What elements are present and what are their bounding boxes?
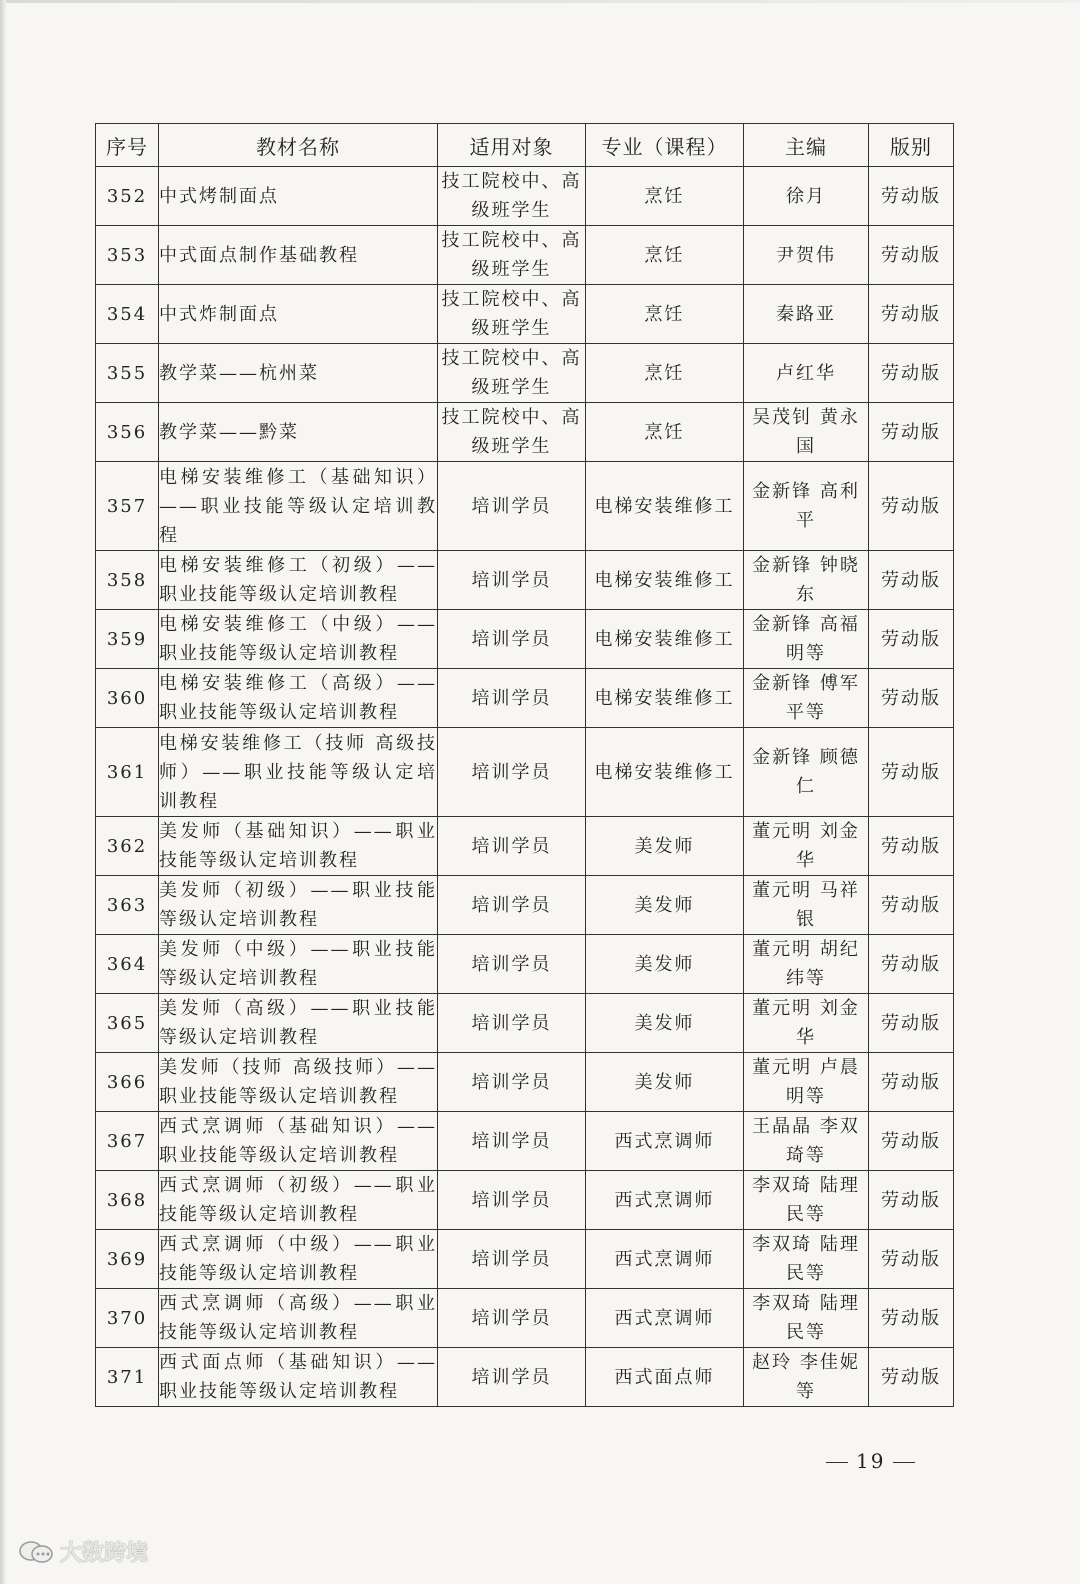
table-row (96, 728, 954, 817)
table-row (96, 1112, 954, 1171)
cell-num: 370 (96, 1289, 159, 1348)
header-target: 适用对象 (438, 124, 586, 167)
cell-num: 356 (96, 403, 159, 462)
cell-num: 358 (96, 551, 159, 610)
cell-name: 西式烹调师（初级）——职业技能等级认定培训教程 (159, 1171, 438, 1230)
cell-name: 美发师（技师 高级技师）——职业技能等级认定培训教程 (159, 1053, 438, 1112)
table-row (96, 1348, 954, 1407)
cell-major: 西式烹调师 (586, 1230, 744, 1289)
cell-major: 美发师 (586, 876, 744, 935)
cell-num: 355 (96, 344, 159, 403)
table-row (96, 1289, 954, 1348)
cell-editor: 董元明 胡纪纬等 (744, 935, 869, 994)
cell-target: 培训学员 (438, 1112, 586, 1171)
cell-major: 美发师 (586, 935, 744, 994)
cell-target: 培训学员 (438, 728, 586, 817)
cell-name: 西式烹调师（高级）——职业技能等级认定培训教程 (159, 1289, 438, 1348)
cell-editor: 金新锋 傅军平等 (744, 669, 869, 728)
cell-major: 烹饪 (586, 167, 744, 226)
cell-major: 烹饪 (586, 226, 744, 285)
header-major: 专业（课程） (586, 124, 744, 167)
table-row (96, 167, 954, 226)
cell-target: 培训学员 (438, 1053, 586, 1112)
dash-right (893, 1462, 915, 1464)
cell-name: 美发师（初级）——职业技能等级认定培训教程 (159, 876, 438, 935)
cell-editor: 秦路亚 (744, 285, 869, 344)
table-row (96, 817, 954, 876)
cell-edition: 劳动版 (869, 876, 954, 935)
cell-major: 电梯安装维修工 (586, 462, 744, 551)
cell-edition: 劳动版 (869, 669, 954, 728)
cell-edition: 劳动版 (869, 817, 954, 876)
cell-editor: 董元明 刘金华 (744, 817, 869, 876)
cell-name: 西式烹调师（中级）——职业技能等级认定培训教程 (159, 1230, 438, 1289)
cell-major: 西式烹调师 (586, 1112, 744, 1171)
cell-edition: 劳动版 (869, 167, 954, 226)
cell-name: 中式烤制面点 (159, 167, 438, 226)
scan-top-edge (0, 0, 1080, 3)
table-row (96, 462, 954, 551)
chat-bubbles-logo-icon (18, 1539, 54, 1565)
table-row (96, 669, 954, 728)
table-header (96, 124, 954, 167)
table-row (96, 285, 954, 344)
page-number: 19 (856, 1449, 886, 1473)
cell-name: 电梯安装维修工（中级）——职业技能等级认定培训教程 (159, 610, 438, 669)
cell-name: 西式面点师（基础知识）——职业技能等级认定培训教程 (159, 1348, 438, 1407)
cell-major: 烹饪 (586, 285, 744, 344)
cell-num: 360 (96, 669, 159, 728)
cell-edition: 劳动版 (869, 462, 954, 551)
cell-name: 教学菜——杭州菜 (159, 344, 438, 403)
watermark (18, 1536, 148, 1567)
cell-edition: 劳动版 (869, 226, 954, 285)
cell-editor: 徐月 (744, 167, 869, 226)
cell-edition: 劳动版 (869, 1230, 954, 1289)
cell-editor: 金新锋 高福明等 (744, 610, 869, 669)
cell-num: 371 (96, 1348, 159, 1407)
header-edition: 版别 (869, 124, 954, 167)
cell-edition: 劳动版 (869, 994, 954, 1053)
table-row (96, 403, 954, 462)
cell-num: 365 (96, 994, 159, 1053)
cell-edition: 劳动版 (869, 1171, 954, 1230)
cell-num: 353 (96, 226, 159, 285)
table-body (96, 167, 954, 1407)
cell-major: 电梯安装维修工 (586, 669, 744, 728)
cell-editor: 吴茂钊 黄永国 (744, 403, 869, 462)
cell-edition: 劳动版 (869, 1348, 954, 1407)
table-row (96, 1171, 954, 1230)
cell-editor: 赵玲 李佳妮等 (744, 1348, 869, 1407)
cell-target: 技工院校中、高级班学生 (438, 285, 586, 344)
cell-editor: 董元明 刘金华 (744, 994, 869, 1053)
cell-num: 364 (96, 935, 159, 994)
header-editor: 主编 (744, 124, 869, 167)
cell-major: 电梯安装维修工 (586, 610, 744, 669)
cell-editor: 金新锋 钟晓东 (744, 551, 869, 610)
cell-target: 技工院校中、高级班学生 (438, 167, 586, 226)
cell-num: 361 (96, 728, 159, 817)
page-number-footer (818, 1449, 923, 1473)
cell-name: 中式炸制面点 (159, 285, 438, 344)
cell-major: 西式烹调师 (586, 1289, 744, 1348)
cell-target: 技工院校中、高级班学生 (438, 403, 586, 462)
table-row (96, 226, 954, 285)
cell-major: 西式面点师 (586, 1348, 744, 1407)
scan-left-edge (0, 0, 6, 1584)
cell-editor: 李双琦 陆理民等 (744, 1171, 869, 1230)
cell-edition: 劳动版 (869, 610, 954, 669)
table-row (96, 935, 954, 994)
cell-num: 367 (96, 1112, 159, 1171)
cell-edition: 劳动版 (869, 1112, 954, 1171)
cell-num: 357 (96, 462, 159, 551)
header-num: 序号 (96, 124, 159, 167)
cell-edition: 劳动版 (869, 285, 954, 344)
cell-num: 363 (96, 876, 159, 935)
cell-target: 培训学员 (438, 462, 586, 551)
cell-editor: 尹贺伟 (744, 226, 869, 285)
textbook-catalog-table (95, 123, 954, 1407)
cell-editor: 董元明 卢晨明等 (744, 1053, 869, 1112)
cell-num: 368 (96, 1171, 159, 1230)
cell-name: 电梯安装维修工（高级）——职业技能等级认定培训教程 (159, 669, 438, 728)
cell-name: 美发师（基础知识）——职业技能等级认定培训教程 (159, 817, 438, 876)
cell-edition: 劳动版 (869, 728, 954, 817)
cell-name: 电梯安装维修工（初级）——职业技能等级认定培训教程 (159, 551, 438, 610)
cell-major: 美发师 (586, 1053, 744, 1112)
cell-editor: 王晶晶 李双琦等 (744, 1112, 869, 1171)
table-row (96, 551, 954, 610)
cell-num: 362 (96, 817, 159, 876)
cell-major: 电梯安装维修工 (586, 728, 744, 817)
cell-name: 美发师（中级）——职业技能等级认定培训教程 (159, 935, 438, 994)
table-row (96, 610, 954, 669)
cell-num: 359 (96, 610, 159, 669)
cell-name: 电梯安装维修工（技师 高级技师）——职业技能等级认定培训教程 (159, 728, 438, 817)
cell-major: 美发师 (586, 994, 744, 1053)
watermark-text: 大数跨境 (60, 1541, 149, 1566)
cell-num: 354 (96, 285, 159, 344)
header-row (96, 124, 954, 167)
cell-name: 美发师（高级）——职业技能等级认定培训教程 (159, 994, 438, 1053)
cell-editor: 李双琦 陆理民等 (744, 1289, 869, 1348)
cell-major: 西式烹调师 (586, 1171, 744, 1230)
dash-left (826, 1462, 848, 1464)
table-row (96, 876, 954, 935)
cell-num: 369 (96, 1230, 159, 1289)
cell-target: 培训学员 (438, 669, 586, 728)
table-row (96, 994, 954, 1053)
cell-edition: 劳动版 (869, 403, 954, 462)
cell-name: 西式烹调师（基础知识）——职业技能等级认定培训教程 (159, 1112, 438, 1171)
cell-major: 烹饪 (586, 344, 744, 403)
cell-target: 培训学员 (438, 994, 586, 1053)
cell-editor: 金新锋 顾德仁 (744, 728, 869, 817)
cell-edition: 劳动版 (869, 1053, 954, 1112)
cell-target: 技工院校中、高级班学生 (438, 226, 586, 285)
cell-editor: 董元明 马祥银 (744, 876, 869, 935)
cell-target: 培训学员 (438, 1289, 586, 1348)
cell-name: 中式面点制作基础教程 (159, 226, 438, 285)
table-row (96, 344, 954, 403)
cell-target: 培训学员 (438, 1348, 586, 1407)
cell-target: 培训学员 (438, 610, 586, 669)
cell-target: 技工院校中、高级班学生 (438, 344, 586, 403)
cell-major: 美发师 (586, 817, 744, 876)
cell-num: 366 (96, 1053, 159, 1112)
cell-target: 培训学员 (438, 1230, 586, 1289)
cell-edition: 劳动版 (869, 935, 954, 994)
cell-edition: 劳动版 (869, 344, 954, 403)
cell-editor: 卢红华 (744, 344, 869, 403)
cell-num: 352 (96, 167, 159, 226)
cell-target: 培训学员 (438, 935, 586, 994)
cell-target: 培训学员 (438, 551, 586, 610)
cell-name: 教学菜——黔菜 (159, 403, 438, 462)
cell-target: 培训学员 (438, 1171, 586, 1230)
cell-major: 烹饪 (586, 403, 744, 462)
cell-major: 电梯安装维修工 (586, 551, 744, 610)
cell-editor: 李双琦 陆理民等 (744, 1230, 869, 1289)
cell-edition: 劳动版 (869, 1289, 954, 1348)
cell-target: 培训学员 (438, 876, 586, 935)
cell-edition: 劳动版 (869, 551, 954, 610)
table-row (96, 1053, 954, 1112)
table-row (96, 1230, 954, 1289)
cell-name: 电梯安装维修工（基础知识）——职业技能等级认定培训教程 (159, 462, 438, 551)
header-name: 教材名称 (159, 124, 438, 167)
cell-target: 培训学员 (438, 817, 586, 876)
cell-editor: 金新锋 高利平 (744, 462, 869, 551)
